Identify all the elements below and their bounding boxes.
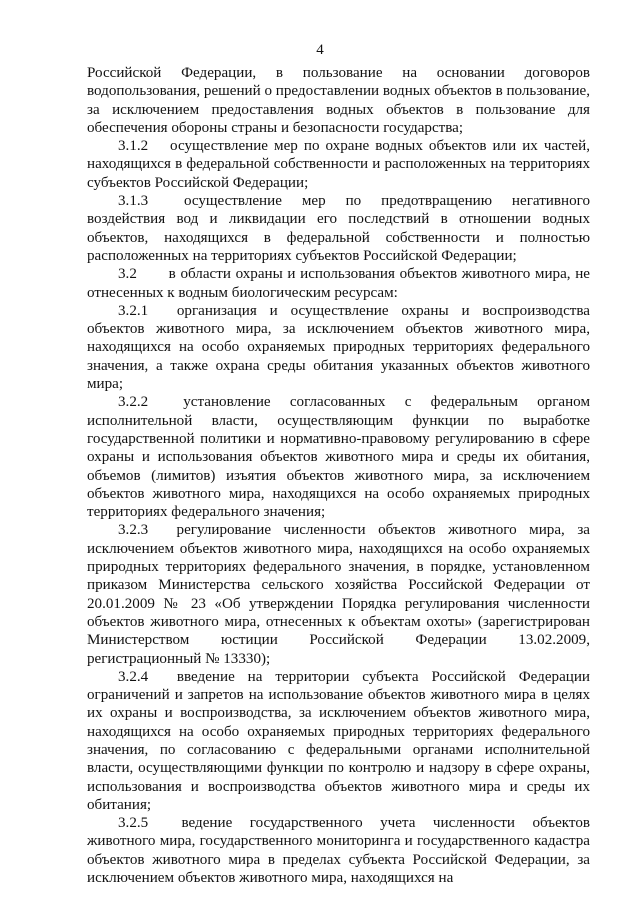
paragraph-3-2-1 (87, 302, 590, 393)
paragraph-text: организация и осуществление охраны и воспроизводства объектов животного мира, за исключением объектов животного мира, находящихся на особо охраняемых природных территориях федерального значения, а также охрана среды обитания указанных объектов животного мира; (87, 302, 590, 393)
clause-number: 3.2.3 (118, 522, 149, 539)
document-body (87, 64, 590, 887)
clause-number: 3.2.1 (118, 302, 149, 319)
clause-number: 3.2.5 (118, 815, 149, 832)
paragraph-continuation (87, 64, 590, 137)
paragraph-3-2-4 (87, 668, 590, 814)
paragraph-text: Российской Федерации, в пользование на основании договоров водопользования, решений о предоставлении водных объектов в пользование, за исключением предоставления водных объектов в пользование для обеспечения обороны страны и безопасности государства; (87, 65, 590, 136)
paragraph-3-1-3 (87, 192, 590, 265)
clause-number: 3.1.2 (118, 138, 149, 155)
clause-number: 3.2.2 (118, 394, 149, 411)
clause-number: 3.2.4 (118, 668, 149, 685)
paragraph-text: осуществление мер по предотвращению негативного воздействия вод и ликвидации его последствий в отношении водных объектов, находящихся в федеральной собственности и полностью расположенных на территориях субъектов Российской Федерации; (87, 193, 590, 264)
paragraph-3-2-2 (87, 393, 590, 521)
paragraph-text: регулирование численности объектов животного мира, за исключением объектов животного мира, находящихся на особо охраняемых природных территориях федерального значения, в порядке, установленном приказом Министерства сельского хозяйства Российской Федерации от 20.01.2009 № 23 «Об утверждении Порядка регулирования численности объектов животного мира, отнесенных к объектам охоты» (зарегистрирован Министерством юстиции Российской Федерации 13.02.2009, регистрационный № 13330); (87, 522, 590, 667)
paragraph-text: осуществление мер по охране водных объектов или их частей, находящихся в федеральной собственности и расположенных на территориях субъектов Российской Федерации; (87, 138, 590, 191)
clause-number: 3.1.3 (118, 193, 149, 210)
paragraph-text: в области охраны и использования объектов животного мира, не отнесенных к водным биологическим ресурсам: (87, 266, 590, 301)
clause-number: 3.2 (118, 266, 137, 283)
paragraph-3-2 (87, 265, 590, 302)
paragraph-3-1-2 (87, 137, 590, 192)
page-number: 4 (316, 42, 324, 58)
paragraph-3-2-5 (87, 814, 590, 887)
paragraph-text: ведение государственного учета численности объектов животного мира, государственного мониторинга и государственного кадастра объектов животного мира в пределах субъекта Российской Федерации, за исключением объектов животного мира, находящихся на (87, 815, 590, 887)
paragraph-text: установление согласованных с федеральным органом исполнительной власти, осуществляющим функции по выработке государственной политики и нормативно-правовому регулированию в сфере охраны и использования объектов животного мира и среды их обитания, объемов (лимитов) изъятия объектов животного мира, за исключением объектов животного мира, находящихся на особо охраняемых природных территориях федерального значения; (87, 394, 590, 521)
paragraph-text: введение на территории субъекта Российской Федерации ограничений и запретов на использование объектов животного мира в целях их охраны и воспроизводства, за исключением объектов животного мира, находящихся на особо охраняемых природных территориях федерального значения, по согласованию с федеральными органами исполнительной власти, осуществляющими функции по контролю и надзору в сфере охраны, использования и воспроизводства объектов животного мира и среды их обитания; (87, 668, 591, 813)
paragraph-3-2-3 (87, 521, 590, 667)
